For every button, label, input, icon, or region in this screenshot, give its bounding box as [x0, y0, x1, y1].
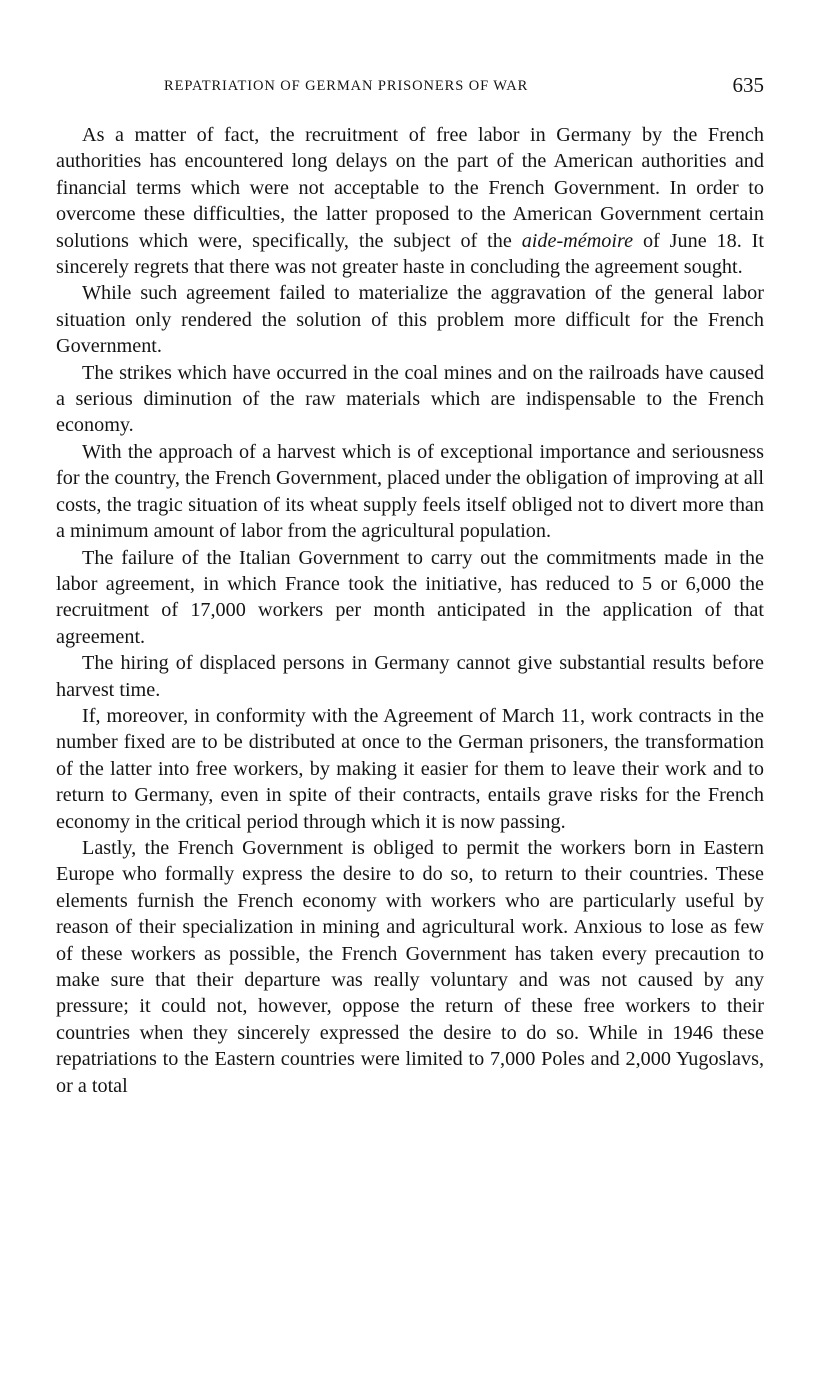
document-page: [56, 70, 764, 1099]
body-text: [56, 122, 764, 1099]
paragraph-1: [56, 122, 764, 280]
paragraph-6: The hiring of displaced persons in Germany cannot give substantial results before harvest time.: [56, 652, 764, 701]
paragraph-2: While such agreement failed to materialize the aggravation of the general labor situation only rendered the solution of this problem more difficult for the French Government.: [56, 282, 764, 358]
paragraph-4: With the approach of a harvest which is of exceptional importance and seriousness for the country, the French Government, placed under the obligation of improving at all costs, the tragic situation of its wheat supply feels itself obliged not to divert more than a minimum amount of labor from the agricultural population.: [56, 440, 764, 543]
paragraph-5: The failure of the Italian Government to carry out the commitments made in the labor agreement, in which France took the initiative, has reduced to 5 or 6,000 the recruitment of 17,000 workers per month anticipated in the application of that agreement.: [56, 546, 764, 648]
aide-memoire-term: aide-mémoire: [521, 229, 634, 252]
paragraph-3: The strikes which have occurred in the coal mines and on the railroads have caused a serious diminution of the raw materials which are indispensable to the French economy.: [56, 361, 764, 437]
paragraph-1-text-after: of June 18. It sincerely regrets that there was not greater haste in concluding the agreement sought.: [56, 229, 765, 279]
paragraph-1-text-before: As a matter of fact, the recruitment of free labor in Germany by the French authorities has encountered long delays on the part of the American authorities and financial terms which were not acceptable to the French Government. In order to overcome these difficulties, the latter proposed to the American Government certain solutions which were, specifically, the subject of the: [56, 124, 764, 252]
paragraph-8: Lastly, the French Government is obliged to permit the workers born in Eastern Europe who formally express the desire to do so, to return to their countries. These elements furnish the French economy with workers who are particularly useful by reason of their specialization in mining and agricultural work. Anxious to lose as few of these workers as possible, the French Government has taken every precaution to make sure that their departure was really voluntary and was not caused by any pressure; it could not, however, oppose the return of these free workers to their countries when they sincerely expressed the desire to do so. While in 1946 these repatriations to the Eastern countries were limited to 7,000 Poles and 2,000 Yugoslavs, or a total: [56, 836, 764, 1097]
page-number: 635: [732, 73, 764, 97]
running-head: [56, 70, 764, 108]
running-title: REPATRIATION OF GERMAN PRISONERS OF WAR: [164, 78, 529, 94]
paragraph-7: If, moreover, in conformity with the Agreement of March 11, work contracts in the number fixed are to be distributed at once to the German prisoners, the transformation of the latter into free workers, by making it easier for them to leave their work and to return to Germany, even in spite of their contracts, entails grave risks for the French economy in the critical period through which it is now passing.: [56, 704, 764, 833]
